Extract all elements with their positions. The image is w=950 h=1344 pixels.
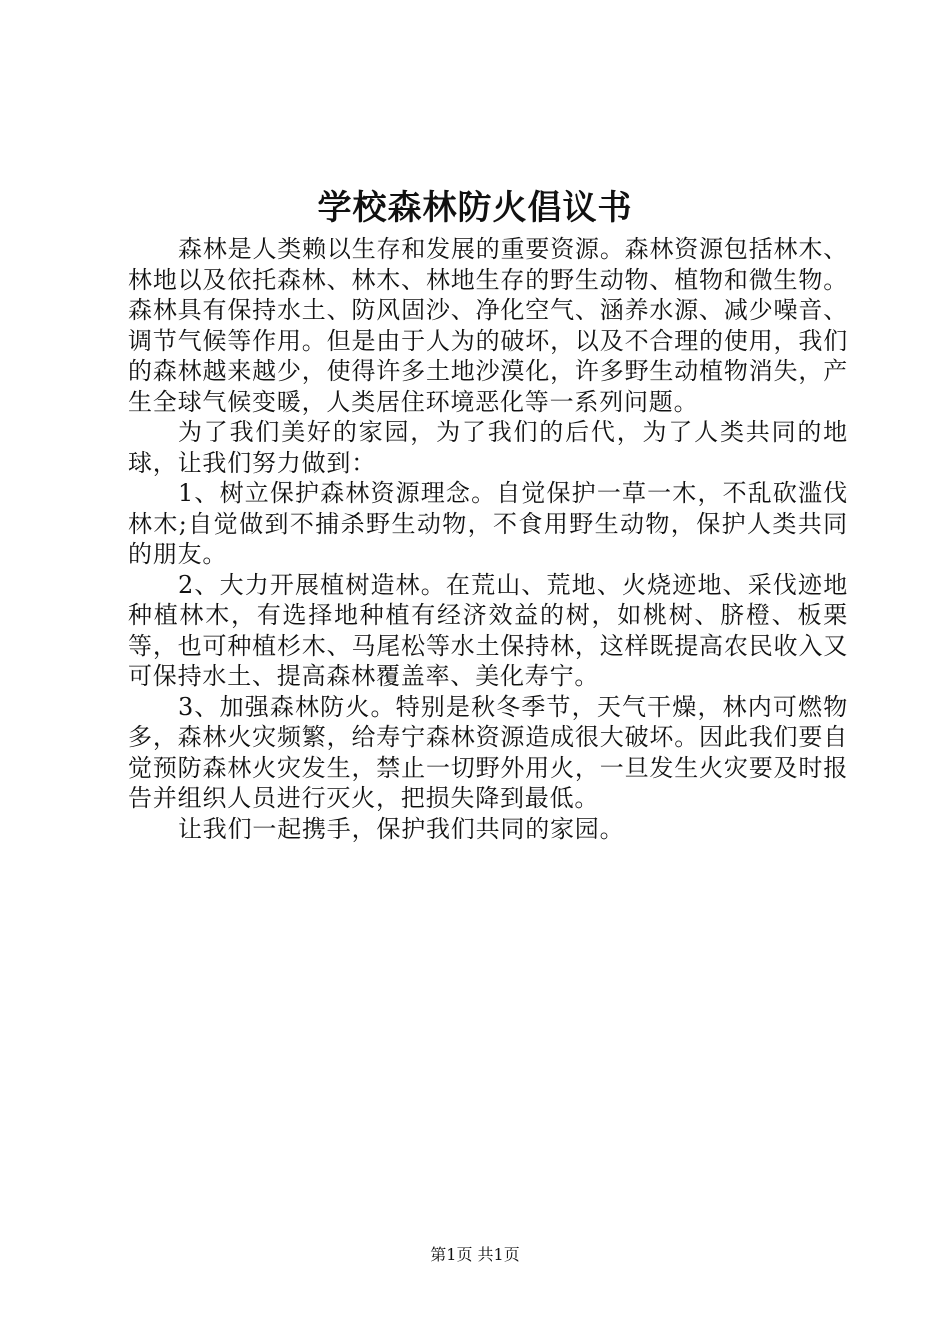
document-body xyxy=(128,234,848,844)
paragraph-intro: 森林是人类赖以生存和发展的重要资源。森林资源包括林木、林地以及依托森林、林木、林地生存的野生动物、植物和微生物。森林具有保持水土、防风固沙、净化空气、涵养水源、减少噪音、调节气候等作用。但是由于人为的破坏，以及不合理的使用，我们的森林越来越少，使得许多土地沙漠化，许多野生动植物消失，产生全球气候变暖，人类居住环境恶化等一系列问题。 xyxy=(128,235,848,416)
paragraph-item-1: 1、树立保护森林资源理念。自觉保护一草一木，不乱砍滥伐林木;自觉做到不捕杀野生动物，不食用野生动物，保护人类共同的朋友。 xyxy=(128,479,848,568)
page-footer: 第1页 共1页 xyxy=(430,1245,520,1264)
paragraph-closing: 让我们一起携手，保护我们共同的家园。 xyxy=(178,814,625,843)
paragraph-call: 为了我们美好的家园，为了我们的后代，为了人类共同的地球，让我们努力做到： xyxy=(128,418,848,477)
paragraph-item-2: 2、大力开展植树造林。在荒山、荒地、火烧迹地、采伐迹地种植林木，有选择地种植有经济效益的树，如桃树、脐橙、板栗等，也可种植杉木、马尾松等水土保持林，这样既提高农民收入又可保持水土、提高森林覆盖率、美化寿宁。 xyxy=(128,570,848,690)
document-title: 学校森林防火倡议书 xyxy=(317,188,633,228)
paragraph-item-3: 3、加强森林防火。特别是秋冬季节，天气干燥，林内可燃物多，森林火灾频繁，给寿宁森林资源造成很大破坏。因此我们要自觉预防森林火灾发生，禁止一切野外用火，一旦发生火灾要及时报告并组织人员进行灭火，把损失降到最低。 xyxy=(128,692,848,812)
